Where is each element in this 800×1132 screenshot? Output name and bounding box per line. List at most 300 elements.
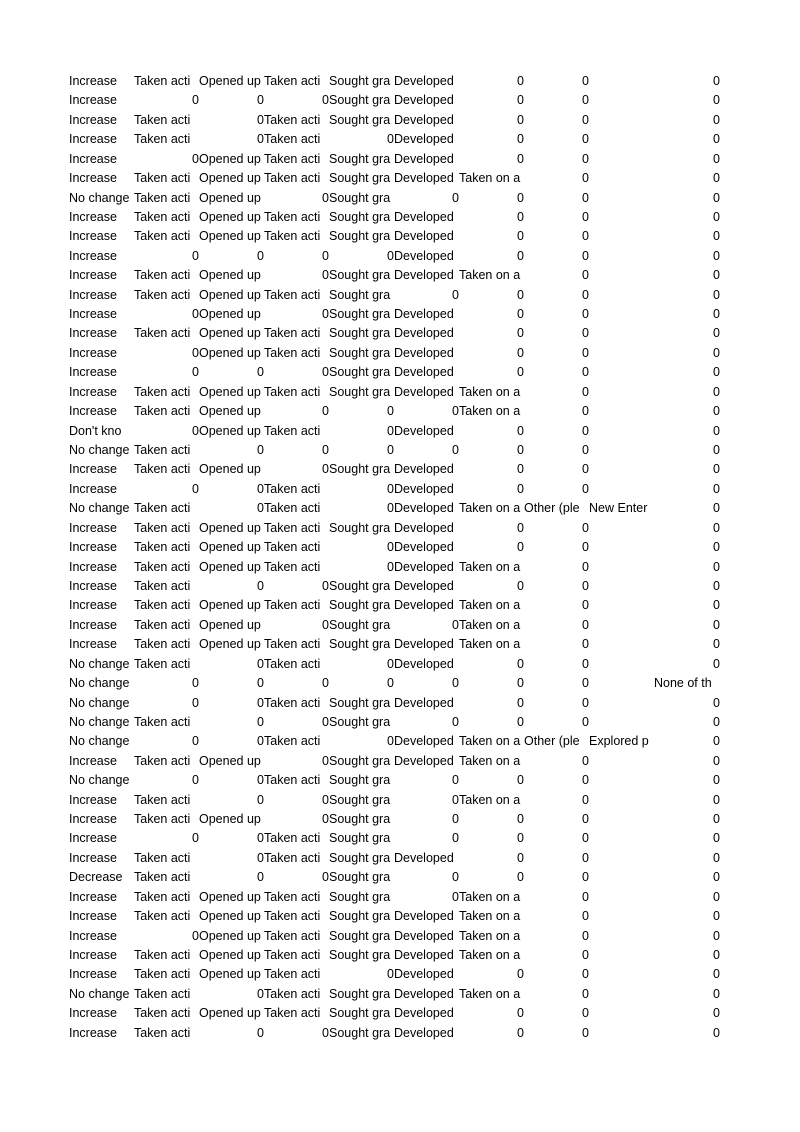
table-cell: 0 xyxy=(452,812,459,827)
table-cell: Sought gra xyxy=(329,151,391,166)
table-cell: 0 xyxy=(582,209,589,224)
table-cell: 0 xyxy=(257,695,264,710)
table-cell: 0 xyxy=(582,831,589,846)
table-cell: Decrease xyxy=(69,870,123,885)
table-cell: No change xyxy=(69,714,130,729)
table-cell: Taken on a xyxy=(459,753,521,768)
table-cell: 0 xyxy=(517,676,524,691)
table-cell: Increase xyxy=(69,559,117,574)
table-row xyxy=(69,985,719,1004)
table-cell: Increase xyxy=(69,889,117,904)
table-cell: Developed xyxy=(394,209,454,224)
table-cell: Taken on a xyxy=(459,637,521,652)
table-cell: Sought gra xyxy=(329,93,391,108)
table-cell: Opened up xyxy=(199,326,261,341)
table-cell: Developed xyxy=(394,637,454,652)
table-cell: 0 xyxy=(257,656,264,671)
table-cell xyxy=(589,72,654,91)
table-cell: 0 xyxy=(517,462,524,477)
table-cell: Taken acti xyxy=(134,753,191,768)
table-cell: Taken acti xyxy=(134,112,191,127)
table-cell: 0 xyxy=(322,307,329,322)
table-cell: Taken on a xyxy=(459,734,521,749)
table-cell: Sought gra xyxy=(329,287,391,302)
table-cell: None of th xyxy=(654,676,712,691)
table-cell: 0 xyxy=(192,365,199,380)
table-cell: Developed xyxy=(394,365,454,380)
table-cell: No change xyxy=(69,734,130,749)
table-cell: Other (ple xyxy=(524,734,580,749)
table-cell: Taken acti xyxy=(134,190,191,205)
table-cell xyxy=(589,344,654,363)
table-cell xyxy=(589,305,654,324)
table-cell: Opened up xyxy=(199,540,261,555)
table-cell: 0 xyxy=(322,578,329,593)
table-cell: Taken acti xyxy=(134,656,191,671)
table-cell: Taken on a xyxy=(459,559,521,574)
table-cell: 0 xyxy=(713,1006,720,1021)
table-cell: 0 xyxy=(582,695,589,710)
table-row xyxy=(69,247,719,266)
table-cell: 0 xyxy=(713,656,720,671)
table-cell: Developed xyxy=(394,229,454,244)
table-row xyxy=(69,616,719,635)
table-cell: 0 xyxy=(387,423,394,438)
table-row xyxy=(69,111,719,130)
table-cell: Taken acti xyxy=(264,928,321,943)
table-cell xyxy=(589,674,654,693)
table-cell xyxy=(589,208,654,227)
table-cell: Increase xyxy=(69,850,117,865)
table-cell: 0 xyxy=(582,462,589,477)
table-cell: 0 xyxy=(517,74,524,88)
table-cell: Increase xyxy=(69,345,117,360)
table-cell: 0 xyxy=(257,831,264,846)
table-cell: 0 xyxy=(517,714,524,729)
table-cell: Increase xyxy=(69,209,117,224)
table-cell: 0 xyxy=(192,773,199,788)
table-cell: Developed xyxy=(394,112,454,127)
table-cell: 0 xyxy=(582,229,589,244)
table-cell: 0 xyxy=(257,365,264,380)
table-row xyxy=(69,965,719,984)
table-cell: 0 xyxy=(582,889,589,904)
table-row xyxy=(69,150,719,169)
table-cell: Developed xyxy=(394,695,454,710)
table-cell: Taken acti xyxy=(134,637,191,652)
table-cell: 0 xyxy=(713,947,720,962)
table-cell: Taken acti xyxy=(264,656,321,671)
table-cell: 0 xyxy=(582,559,589,574)
table-cell: Sought gra xyxy=(329,578,391,593)
table-cell: 0 xyxy=(322,870,329,885)
table-cell: Taken acti xyxy=(264,598,321,613)
table-cell: 0 xyxy=(517,423,524,438)
table-cell: Taken acti xyxy=(134,384,191,399)
table-cell: 0 xyxy=(517,132,524,147)
table-cell: Taken on a xyxy=(459,171,521,186)
table-cell: Increase xyxy=(69,967,117,982)
table-cell: 0 xyxy=(517,287,524,302)
table-cell xyxy=(589,752,654,771)
table-cell xyxy=(589,985,654,1004)
table-cell: Increase xyxy=(69,287,117,302)
table-cell: Taken acti xyxy=(134,986,191,1001)
table-cell: 0 xyxy=(713,773,720,788)
table-cell: Developed xyxy=(394,74,454,88)
table-cell: Developed xyxy=(394,656,454,671)
table-cell: Sought gra xyxy=(329,889,391,904)
table-cell xyxy=(589,635,654,654)
table-cell: Sought gra xyxy=(329,365,391,380)
table-cell: Taken acti xyxy=(134,850,191,865)
table-row xyxy=(69,868,719,887)
table-cell: Taken acti xyxy=(264,734,321,749)
table-cell: Increase xyxy=(69,132,117,147)
table-cell: Taken acti xyxy=(134,462,191,477)
table-cell: 0 xyxy=(322,248,329,263)
table-cell: Taken acti xyxy=(134,209,191,224)
table-cell: Increase xyxy=(69,617,117,632)
table-cell: 0 xyxy=(322,617,329,632)
table-cell: 0 xyxy=(387,540,394,555)
table-cell: 0 xyxy=(713,151,720,166)
table-cell: Taken acti xyxy=(134,947,191,962)
table-cell: Taken acti xyxy=(134,171,191,186)
table-cell: No change xyxy=(69,656,130,671)
table-cell: Developed xyxy=(394,1025,454,1040)
table-cell: Opened up xyxy=(199,423,261,438)
table-cell: Sought gra xyxy=(329,520,391,535)
table-cell: Taken on a xyxy=(459,501,521,516)
table-cell xyxy=(589,849,654,868)
table-cell xyxy=(589,927,654,946)
table-cell: 0 xyxy=(387,404,394,419)
table-row xyxy=(69,927,719,946)
table-cell: 0 xyxy=(517,365,524,380)
table-cell: Sought gra xyxy=(329,384,391,399)
table-row xyxy=(69,499,719,518)
table-cell: Taken acti xyxy=(134,229,191,244)
table-cell: Taken acti xyxy=(134,1006,191,1021)
table-cell: 0 xyxy=(517,540,524,555)
table-cell: 0 xyxy=(713,831,720,846)
table-cell: Opened up xyxy=(199,947,261,962)
table-cell: No change xyxy=(69,986,130,1001)
table-cell: 0 xyxy=(387,559,394,574)
table-cell xyxy=(589,480,654,499)
table-cell: Opened up xyxy=(199,287,261,302)
table-cell: Developed xyxy=(394,909,454,924)
table-cell: Taken acti xyxy=(264,384,321,399)
table-cell: 0 xyxy=(582,171,589,186)
table-cell: Taken on a xyxy=(459,986,521,1001)
table-cell: Increase xyxy=(69,792,117,807)
table-cell: Sought gra xyxy=(329,714,391,729)
table-cell: Sought gra xyxy=(329,870,391,885)
table-row xyxy=(69,422,719,441)
table-cell: 0 xyxy=(713,967,720,982)
table-cell: Increase xyxy=(69,928,117,943)
table-cell: Taken acti xyxy=(264,74,321,88)
table-cell xyxy=(589,965,654,984)
table-cell: 0 xyxy=(517,481,524,496)
table-cell: 0 xyxy=(387,967,394,982)
table-cell: 0 xyxy=(582,132,589,147)
table-cell: 0 xyxy=(517,773,524,788)
table-cell: Increase xyxy=(69,909,117,924)
table-cell: 0 xyxy=(322,268,329,283)
table-cell: Opened up xyxy=(199,171,261,186)
table-cell: 0 xyxy=(713,307,720,322)
table-row xyxy=(69,305,719,324)
table-cell: Taken acti xyxy=(264,967,321,982)
table-row xyxy=(69,791,719,810)
table-cell: Developed xyxy=(394,734,454,749)
table-cell: Taken acti xyxy=(264,132,321,147)
table-cell: 0 xyxy=(387,248,394,263)
table-row xyxy=(69,383,719,402)
table-cell: 0 xyxy=(713,870,720,885)
table-cell: 0 xyxy=(582,578,589,593)
table-cell: Taken acti xyxy=(264,326,321,341)
table-cell: 0 xyxy=(257,773,264,788)
table-cell: Taken acti xyxy=(134,443,191,458)
table-cell: Opened up xyxy=(199,384,261,399)
table-cell: New Enter xyxy=(589,501,648,516)
table-cell: 0 xyxy=(582,947,589,962)
table-cell: Opened up xyxy=(199,151,261,166)
table-cell: Sought gra xyxy=(329,617,391,632)
table-cell: 0 xyxy=(713,287,720,302)
table-cell: Taken acti xyxy=(134,404,191,419)
table-cell: 0 xyxy=(713,268,720,283)
table-cell: Developed xyxy=(394,151,454,166)
table-cell: Increase xyxy=(69,540,117,555)
table-row xyxy=(69,771,719,790)
table-cell: Opened up xyxy=(199,889,261,904)
table-cell: 0 xyxy=(713,714,720,729)
table-row xyxy=(69,907,719,926)
table-cell: No change xyxy=(69,501,130,516)
table-cell xyxy=(589,91,654,110)
table-cell: 0 xyxy=(582,986,589,1001)
table-cell: 0 xyxy=(452,287,459,302)
table-cell: Developed xyxy=(394,753,454,768)
table-cell: Taken acti xyxy=(264,540,321,555)
table-cell: Taken acti xyxy=(264,481,321,496)
table-cell: Increase xyxy=(69,151,117,166)
table-cell: 0 xyxy=(452,617,459,632)
table-cell: 0 xyxy=(582,1025,589,1040)
table-cell: 0 xyxy=(192,151,199,166)
table-cell: 0 xyxy=(582,967,589,982)
table-cell: Sought gra xyxy=(329,637,391,652)
table-cell xyxy=(589,130,654,149)
table-cell: Other (ple xyxy=(524,501,580,516)
table-cell: Sought gra xyxy=(329,326,391,341)
table-cell: 0 xyxy=(582,384,589,399)
table-cell: Opened up xyxy=(199,812,261,827)
table-cell: 0 xyxy=(582,773,589,788)
table-cell: Opened up xyxy=(199,307,261,322)
table-cell: Sought gra xyxy=(329,190,391,205)
table-cell xyxy=(589,596,654,615)
table-cell xyxy=(589,111,654,130)
table-cell xyxy=(589,538,654,557)
table-cell: 0 xyxy=(582,365,589,380)
table-cell: Developed xyxy=(394,132,454,147)
table-cell: 0 xyxy=(713,753,720,768)
table-cell: 0 xyxy=(192,734,199,749)
table-row xyxy=(69,752,719,771)
table-cell: 0 xyxy=(452,889,459,904)
table-cell: Taken acti xyxy=(134,540,191,555)
table-cell: Sought gra xyxy=(329,112,391,127)
table-cell: Opened up xyxy=(199,520,261,535)
table-cell: Opened up xyxy=(199,637,261,652)
table-cell: 0 xyxy=(387,656,394,671)
table-cell: 0 xyxy=(257,870,264,885)
table-row xyxy=(69,324,719,343)
table-cell: 0 xyxy=(257,481,264,496)
table-cell: Developed xyxy=(394,326,454,341)
table-cell: 0 xyxy=(452,443,459,458)
table-cell: Taken on a xyxy=(459,928,521,943)
table-cell: 0 xyxy=(713,74,720,88)
table-cell: 0 xyxy=(517,209,524,224)
table-row xyxy=(69,732,719,751)
table-cell: Taken acti xyxy=(264,559,321,574)
table-cell: 0 xyxy=(713,190,720,205)
table-cell: Sought gra xyxy=(329,268,391,283)
table-cell: No change xyxy=(69,443,130,458)
table-row xyxy=(69,130,719,149)
table-cell: 0 xyxy=(322,462,329,477)
table-cell: Taken acti xyxy=(264,831,321,846)
table-cell: 0 xyxy=(322,190,329,205)
table-cell: 0 xyxy=(192,676,199,691)
table-cell: Increase xyxy=(69,812,117,827)
table-cell xyxy=(589,655,654,674)
table-cell: Developed xyxy=(394,850,454,865)
table-cell: Developed xyxy=(394,93,454,108)
table-cell: 0 xyxy=(257,501,264,516)
table-cell: Increase xyxy=(69,248,117,263)
table-cell: Taken on a xyxy=(459,268,521,283)
table-cell: Developed xyxy=(394,559,454,574)
table-cell: 0 xyxy=(713,792,720,807)
table-cell: 0 xyxy=(387,443,394,458)
table-cell: 0 xyxy=(452,404,459,419)
table-cell: Taken acti xyxy=(134,889,191,904)
table-cell: 0 xyxy=(713,501,720,516)
table-row xyxy=(69,227,719,246)
table-cell: 0 xyxy=(257,714,264,729)
table-cell: Taken on a xyxy=(459,598,521,613)
table-cell: 0 xyxy=(713,559,720,574)
table-cell: 0 xyxy=(452,792,459,807)
table-cell: Taken acti xyxy=(134,812,191,827)
table-cell: 0 xyxy=(713,598,720,613)
table-cell: 0 xyxy=(517,870,524,885)
table-cell xyxy=(589,694,654,713)
table-cell: 0 xyxy=(713,850,720,865)
table-row xyxy=(69,655,719,674)
table-cell: Opened up xyxy=(199,345,261,360)
table-cell: Opened up xyxy=(199,190,261,205)
table-cell: Taken acti xyxy=(264,947,321,962)
table-cell: Increase xyxy=(69,171,117,186)
table-cell: Increase xyxy=(69,326,117,341)
table-cell: 0 xyxy=(192,307,199,322)
table-cell: Increase xyxy=(69,229,117,244)
table-cell: 0 xyxy=(452,714,459,729)
table-cell: Increase xyxy=(69,831,117,846)
table-cell: 0 xyxy=(322,812,329,827)
table-cell: 0 xyxy=(713,986,720,1001)
table-cell: 0 xyxy=(582,792,589,807)
table-row xyxy=(69,829,719,848)
table-cell: 0 xyxy=(517,112,524,127)
table-cell: 0 xyxy=(713,326,720,341)
table-cell: Opened up xyxy=(199,229,261,244)
table-cell: Taken acti xyxy=(264,986,321,1001)
table-cell xyxy=(589,713,654,732)
table-cell: Sought gra xyxy=(329,695,391,710)
table-row xyxy=(69,635,719,654)
table-cell: 0 xyxy=(713,462,720,477)
table-cell: Developed xyxy=(394,345,454,360)
table-cell: Taken acti xyxy=(134,714,191,729)
table-cell: 0 xyxy=(387,501,394,516)
table-cell xyxy=(589,422,654,441)
table-cell: 0 xyxy=(713,520,720,535)
table-cell xyxy=(589,286,654,305)
table-cell xyxy=(589,1004,654,1023)
table-cell: Increase xyxy=(69,1025,117,1040)
table-cell xyxy=(589,791,654,810)
table-cell: Sought gra xyxy=(329,986,391,1001)
table-cell: 0 xyxy=(713,812,720,827)
table-cell: 0 xyxy=(582,753,589,768)
table-cell: Taken acti xyxy=(264,501,321,516)
table-cell: Opened up xyxy=(199,1006,261,1021)
table-cell xyxy=(589,946,654,965)
table-cell: Increase xyxy=(69,112,117,127)
table-cell: No change xyxy=(69,773,130,788)
table-cell: Taken on a xyxy=(459,947,521,962)
table-cell: Sought gra xyxy=(329,909,391,924)
table-cell: Sought gra xyxy=(329,831,391,846)
table-cell: 0 xyxy=(322,365,329,380)
table-row xyxy=(69,266,719,285)
table-cell: Developed xyxy=(394,248,454,263)
table-cell: No change xyxy=(69,695,130,710)
table-cell: 0 xyxy=(322,792,329,807)
table-cell: Developed xyxy=(394,268,454,283)
table-cell: Taken on a xyxy=(459,792,521,807)
table-cell xyxy=(589,888,654,907)
table-cell: 0 xyxy=(517,578,524,593)
table-row xyxy=(69,558,719,577)
table-cell: 0 xyxy=(192,345,199,360)
table-cell: Explored p xyxy=(589,734,649,749)
table-row xyxy=(69,91,719,110)
table-cell: Taken on a xyxy=(459,384,521,399)
table-cell: Taken acti xyxy=(264,637,321,652)
table-row xyxy=(69,441,719,460)
